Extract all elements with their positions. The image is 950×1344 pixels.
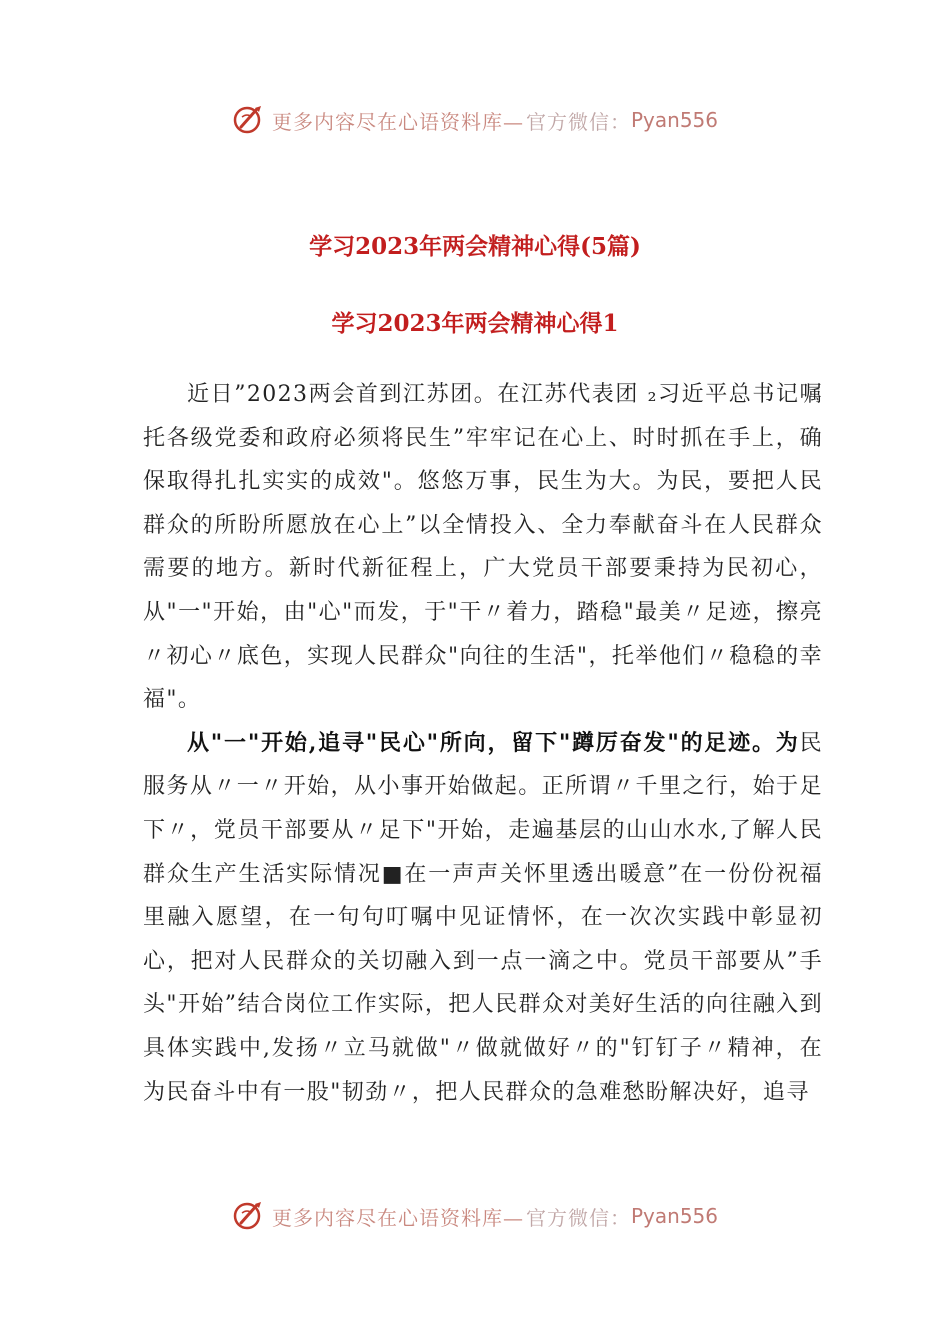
paragraph-1: 近日”2023两会首到江苏团。在江苏代表团 ₂习近平总书记嘱托各级党委和政府必须将民生”牢牢记在心上、时时抓在手上，确保取得扎扎实实的成效"。悠悠万事，民生为大。为民，要把人民群众的所盼所愿放在心上”以全情投入、全力奉献奋斗在人民群众需要的地方。新时代新征程上，广大党员干部要秉持为民初心，从"一"开始，由"心"而发，于"干〃着力，踏稳"最美〃足迹，擦亮〃初心〃底色，实现人民群众"向往的生活"，托举他们〃稳稳的幸福"。 xyxy=(143,382,823,713)
paragraph-2 xyxy=(143,722,823,1114)
paragraph-2-lead: 从"一"开始,追寻"民心"所向，留下"蹲厉奋发"的足迹。为 xyxy=(187,729,800,756)
banner-wechat-label: 官方微信： xyxy=(525,1205,631,1230)
logo-icon xyxy=(232,103,266,137)
document-body xyxy=(143,373,823,1114)
document-title: 学习2023年两会精神心得(5篇) xyxy=(309,233,641,260)
paragraph-2-body: 民服务从〃一〃开始，从小事开始做起。正所谓〃千里之行，始于足下〃，党员干部要从〃足下"开始，走遍基层的山山水水,了解人民群众生产生活实际情况■在一声声关怀里透出暖意”在一份份祝福里融入愿望，在一句句叮嘱中见证情怀，在一次次实践中彰显初心，把对人民群众的关切融入到一点一滴之中。党员干部要从”手头"开始”结合岗位工作实际，把人民群众对美好生活的向往融入到具体实践中,发扬〃立马就做"〃做就做好〃的"钉钉子〃精神，在为民奋斗中有一股"韧劲〃，把人民群众的急难愁盼解决好，追寻 xyxy=(143,730,823,1105)
logo-icon xyxy=(232,1199,266,1233)
banner-text: 更多内容尽在心语资料库— xyxy=(271,109,524,134)
banner-wechat-id: Pyan556 xyxy=(630,108,718,132)
document-subtitle: 学习2023年两会精神心得1 xyxy=(331,310,619,337)
banner-wechat-label: 官方微信： xyxy=(525,109,631,134)
footer-banner xyxy=(0,1196,950,1236)
header-banner xyxy=(0,100,950,140)
banner-text: 更多内容尽在心语资料库— xyxy=(271,1205,524,1230)
banner-wechat-id: Pyan556 xyxy=(630,1204,718,1228)
